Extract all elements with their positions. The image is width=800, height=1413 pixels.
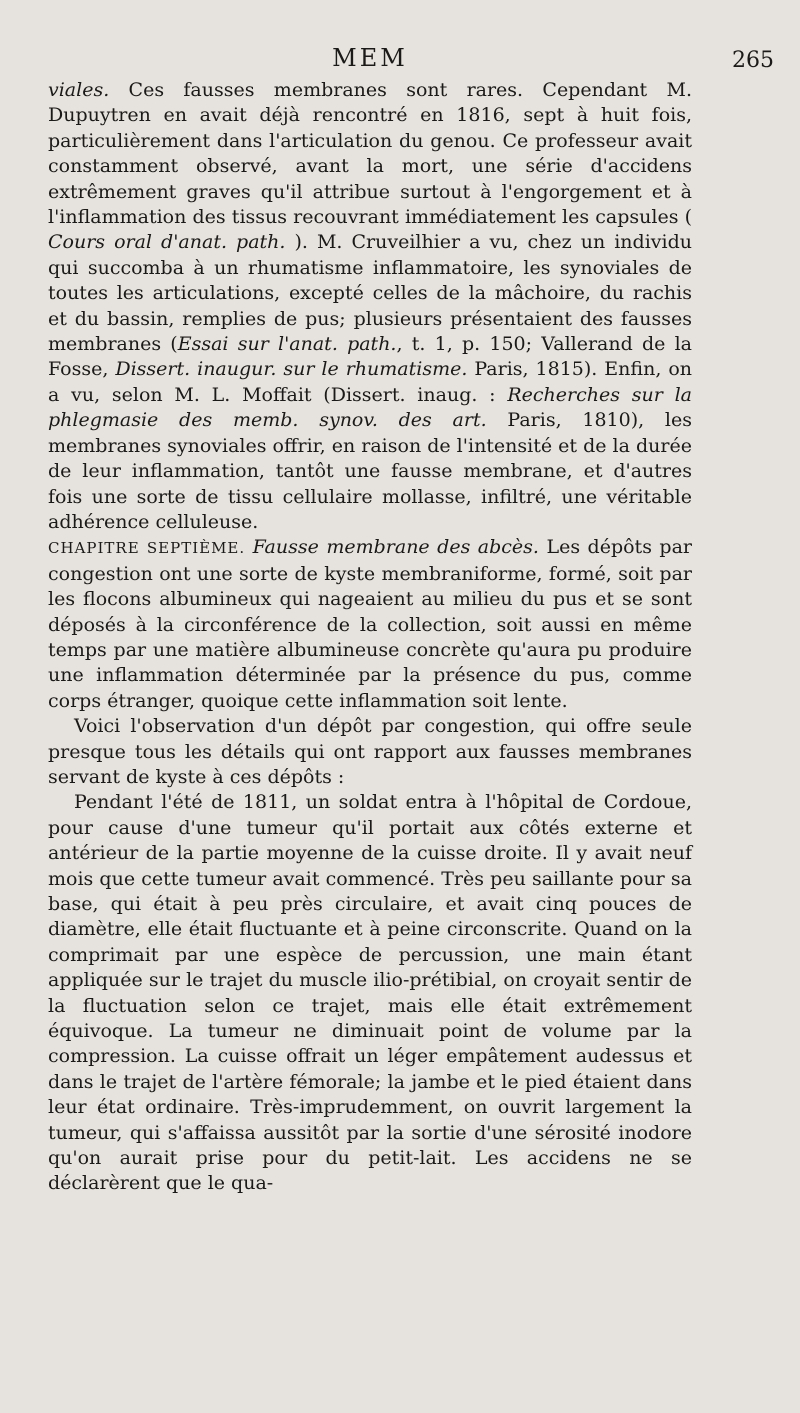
text-run: ). M. Cruveilhier a vu, chez un individu qui succomba à un rhumatisme inflammatoire, les synoviales de toutes les articulations, excepté celles de la mâchoire, du rachis et du bassin, remplies de pus; plusieurs présentaient des fausses membranes (	[48, 231, 692, 356]
body-text	[48, 78, 692, 1197]
italic-text: viales.	[48, 79, 110, 101]
chapter-heading: CHAPITRE SEPTIÈME.	[48, 539, 246, 558]
text-run: Ces fausses membranes sont rares. Cependant M. Dupuytren en avait déjà rencontré en 1816, sept à huit fois, particulièrement dans l'articulation du genou. Ce professeur avait constamment observé, avant la mort, une série d'accidens extrêmement graves qu'il attribue surtout à l'engorgement et à l'inflammation des tissus recouvrant immédiatement les capsules (	[48, 79, 692, 229]
text-run: Les dépôts par congestion ont une sorte de kyste membraniforme, formé, soit par les flocons albumineux qui nageaient au milieu du pus et se sont déposés à la circonférence de la collection, soit aussi en même temps par une matière albumineuse concrète qu'aura pu produire une inflammation déterminée par la présence du pus, comme corps étranger, quoique cette inflammation soit lente.	[48, 536, 693, 712]
text-run	[245, 536, 253, 558]
paragraph-3	[48, 714, 692, 790]
italic-text: Essai sur l'anat. path.	[177, 333, 397, 356]
text-run: Paris, 1810), les membranes synoviales offrir, en raison de l'intensité et de la durée de leur inflammation, tantôt une fausse membrane, et d'autres fois une sorte de tissu cellulaire mollasse, infiltré, une véritable adhérence celluleuse.	[48, 409, 692, 533]
italic-text: Fausse membrane des abcès.	[252, 536, 539, 559]
text-run: Pendant l'été de 1811, un soldat entra à l'hôpital de Cordoue, pour cause d'une tumeur qu'il portait aux côtés externe et antérieur de la partie moyenne de la cuisse droite. Il y avait neuf mois que cette tumeur avait commencé. Très peu saillante pour sa base, qui était à peu près circulaire, et avait cinq pouces de diamètre, elle était fluctuante et à peine circonscrite. Quand on la comprimait par une espèce de percussion, une main étant appliquée sur le trajet du muscle ilio-prétibial, on croyait sentir de la fluctuation selon ce trajet, mais elle était extrêmement équivoque. La tumeur ne diminuait point de volume par la compression. La cuisse offrait un léger empâtement audessus et dans le trajet de l'artère fémorale; la jambe et le pied étaient dans leur état ordinaire. Très-imprudemment, on ouvrit largement la tumeur, qui s'affaissa aussitôt par la sortie d'une sérosité inodore qu'on aurait prise pour du petit-lait. Les accidens ne se déclarèrent que le qua-	[48, 791, 692, 1195]
paragraph-4	[48, 790, 692, 1197]
italic-text: Recherches sur la phlegmasie des memb. synov. des art.	[48, 383, 692, 432]
paragraph-1	[48, 78, 692, 535]
text-run: Voici l'observation d'un dépôt par congestion, qui offre seule presque tous les détails qui ont rapport aux fausses membranes servant de kyste à ces dépôts :	[48, 715, 692, 788]
text-run: Paris, 1815). Enfin, on a vu, selon M. L. Moffait (Dissert. inaug. :	[48, 358, 692, 406]
text-run: , t. 1, p. 150; Vallerand de la Fosse,	[48, 333, 693, 381]
paragraph-2	[48, 535, 692, 714]
running-head: MEM	[332, 44, 408, 72]
italic-text: Dissert. inaugur. sur le rhumatisme.	[115, 358, 468, 381]
page-number: 265	[732, 48, 774, 73]
italic-text: Cours oral d'anat. path.	[48, 231, 286, 254]
